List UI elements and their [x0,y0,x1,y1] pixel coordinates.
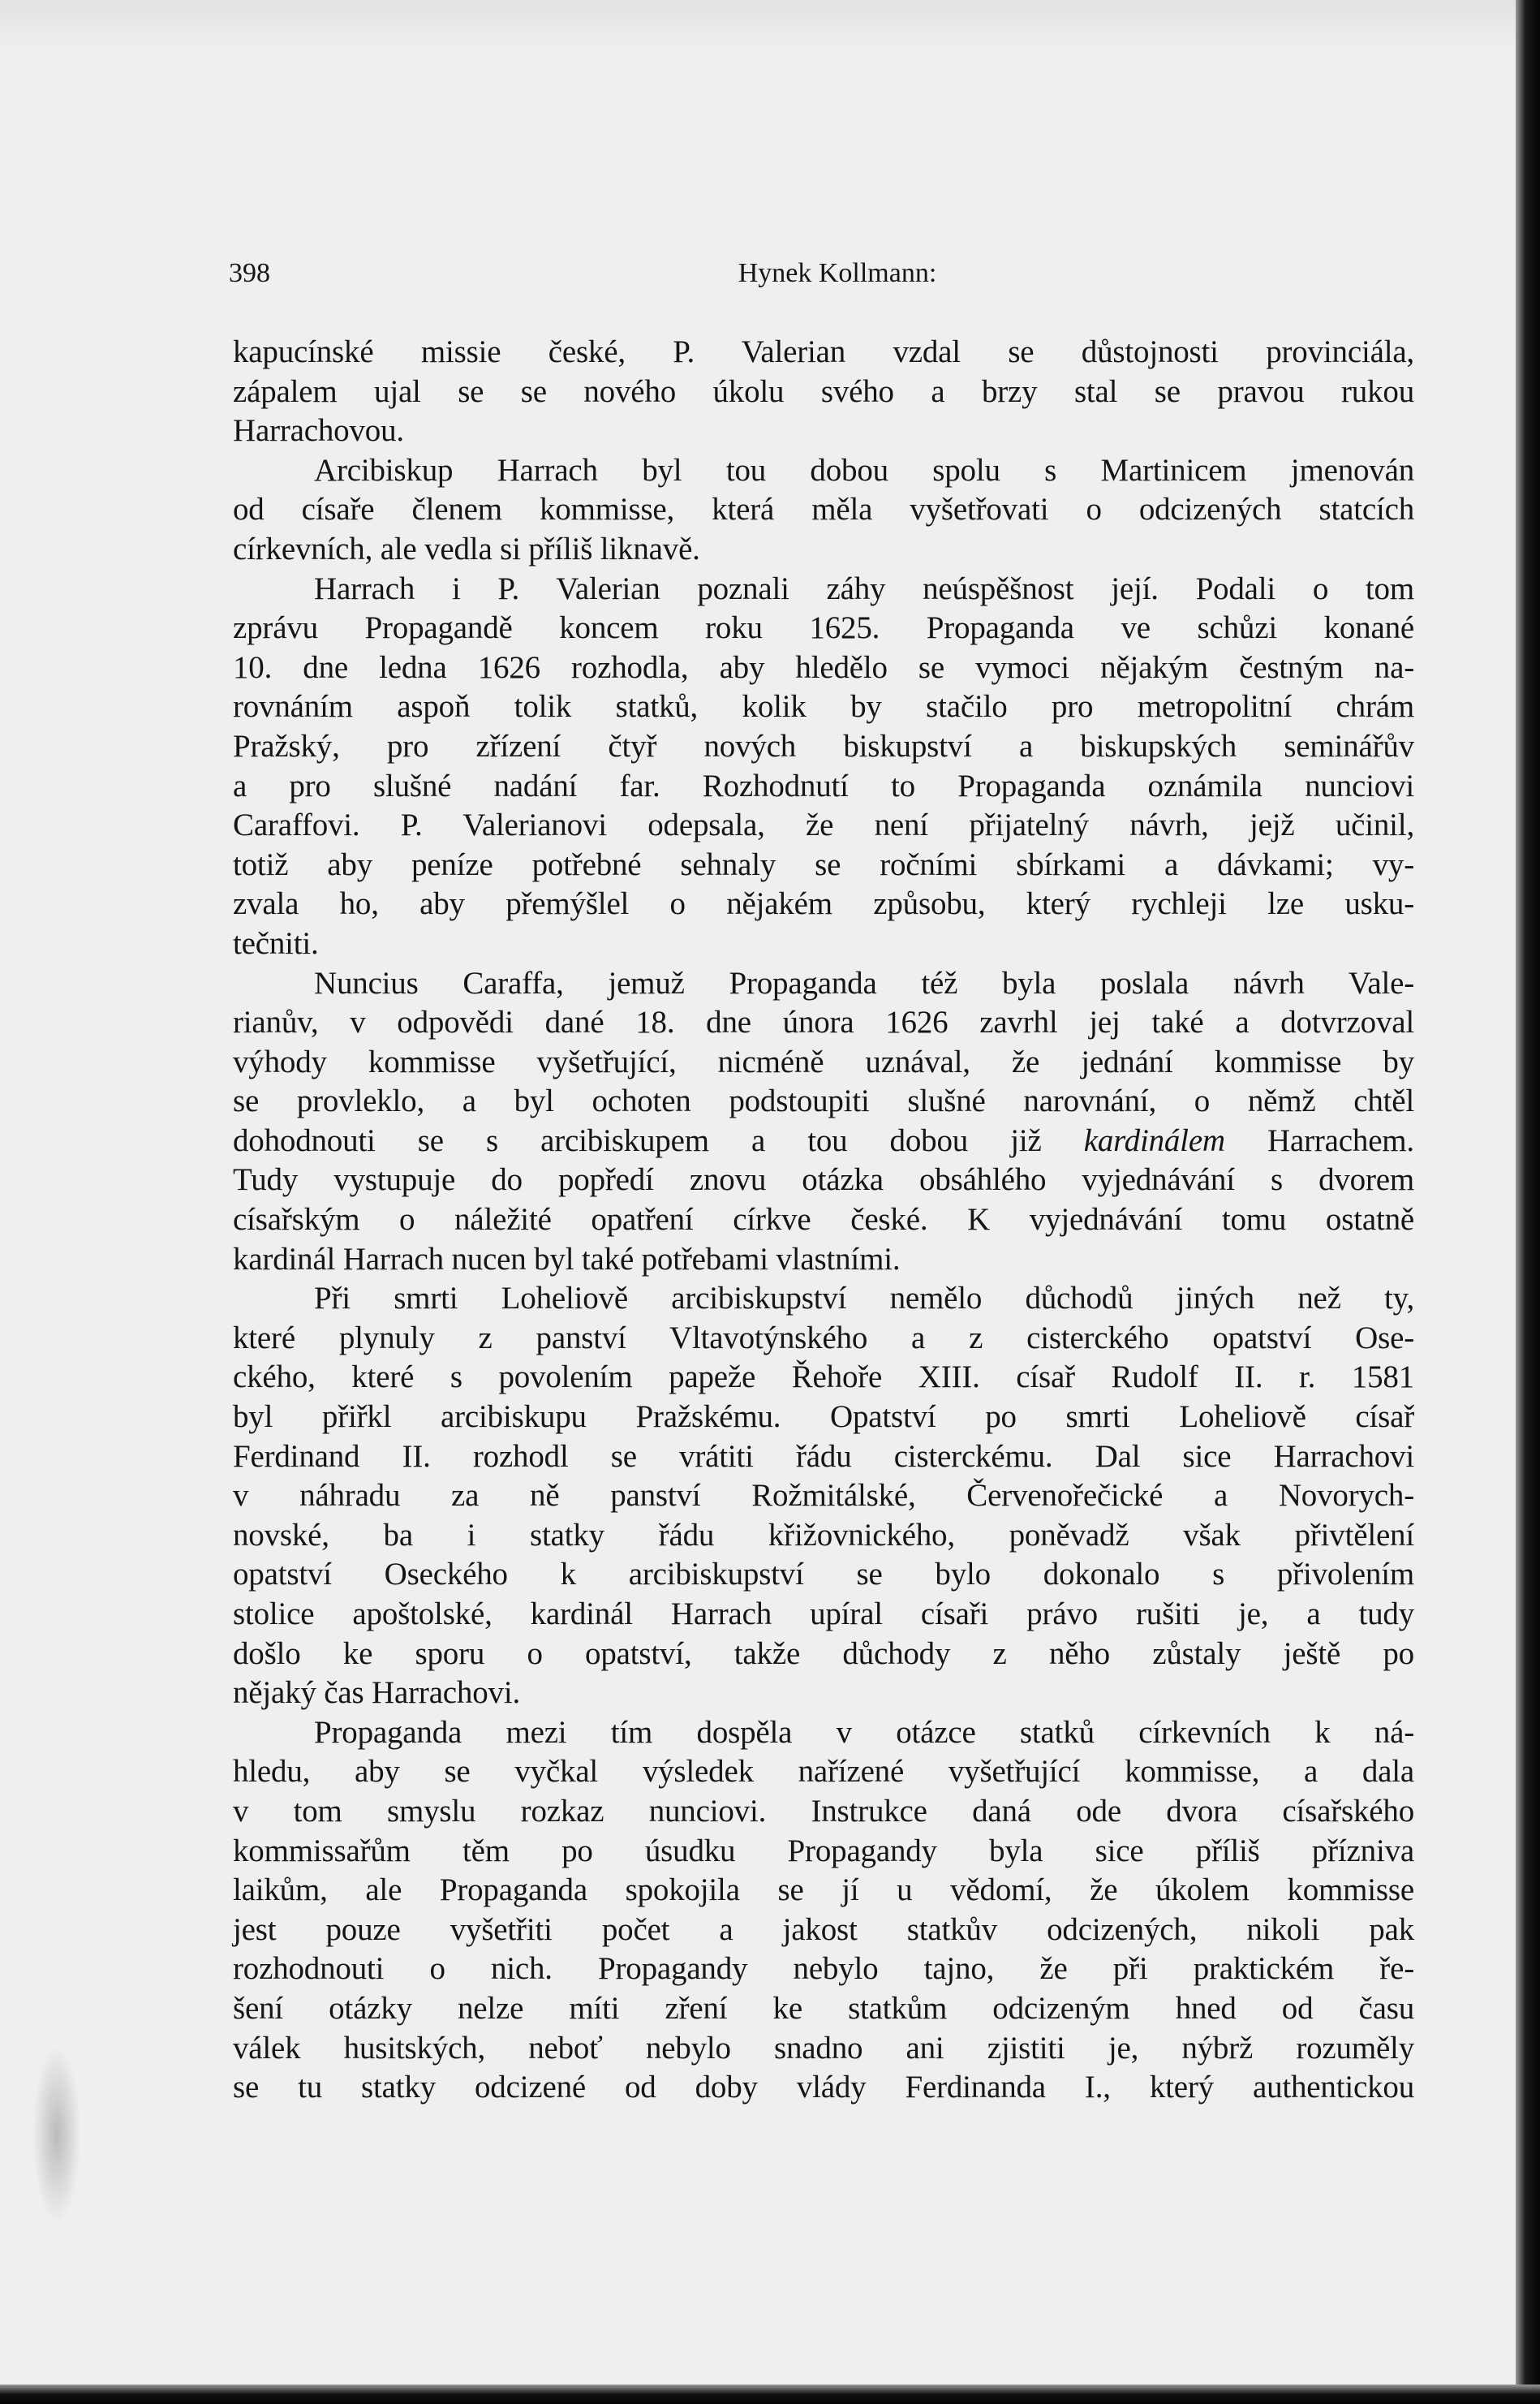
text-line: v náhradu za ně panství Rožmitálské, Červenořečické a Novorych- [233,1478,1414,1514]
text-line: Arcibiskup Harrach byl tou dobou spolu s Martinicem jmenován [314,452,1414,488]
text-line: novské, ba i statky řádu křižovnického, poněvadž však přivtělení [233,1517,1414,1553]
scan-top-shading [0,0,1540,49]
text-line: Nuncius Caraffa, jemuž Propaganda též byla poslala návrh Vale- [314,965,1414,1001]
text-line: dohodnouti se s arcibiskupem a tou dobou již kardinálem Harrachem. [233,1122,1414,1158]
text-line: císařským o náležité opatření církve české. K vyjednávání tomu ostatně [233,1202,1414,1238]
text-line: rianův, v odpovědi dané 18. dne února 1626 zavrhl jej také a dotvrzoval [233,1005,1414,1040]
text-line: od císaře členem kommisse, která měla vyšetřovati o odcizených statcích [233,492,1414,528]
text-line: kapucínské missie české, P. Valerian vzdal se důstojnosti provinciála, [233,334,1414,369]
text-line: Harrach i P. Valerian poznali záhy neúspěšnost její. Podali o tom [314,571,1414,606]
running-title: Hynek Kollmann: [738,258,937,288]
text-line: došlo ke sporu o opatství, takže důchody z něho zůstaly ještě po [233,1635,1414,1671]
text-line: a pro slušné nadání far. Rozhodnutí to Propaganda oznámila nunciovi [233,768,1414,803]
text-line: nějaký čas Harrachovi. [233,1675,521,1711]
text-line: laikům, ale Propaganda spokojila se jí u vědomí, že úkolem kommisse [233,1872,1414,1908]
scan-smudge [32,2045,81,2224]
text-line: církevních, ale vedla si příliš liknavě. [233,531,700,567]
text-line: zápalem ujal se se nového úkolu svého a brzy stal se pravou rukou [233,373,1414,409]
text-line: se provleklo, a byl ochoten podstoupiti slušné narovnání, o němž chtěl [233,1084,1414,1119]
scan-edge-right [1516,0,1540,2404]
text-line: šení otázky nelze míti zření ke statkům odcizeným hned od času [233,1990,1414,2026]
text-line: stolice apoštolské, kardinál Harrach upíral císaři právo rušiti je, a tudy [233,1596,1414,1631]
text-line: rovnáním aspoň tolik statků, kolik by stačilo pro metropolitní chrám [233,689,1414,725]
text-line: které plynuly z panství Vltavotýnského a z cisterckého opatství Ose- [233,1320,1414,1355]
text-line: válek husitských, neboť nebylo snadno ani zjistiti je, nýbrž rozuměly [233,2030,1414,2066]
scan-edge-bottom [0,2385,1540,2404]
text-line: kardinál Harrach nucen byl také potřebami vlastními. [233,1241,901,1277]
text-line: Tudy vystupuje do popředí znovu otázka obsáhlého vyjednávání s dvorem [233,1162,1414,1198]
page-header [229,258,1413,299]
text-line: Propaganda mezi tím dospěla v otázce statků církevních k ná- [314,1714,1414,1750]
text-line: ckého, které s povolením papeže Řehoře XIII. císař Rudolf II. r. 1581 [233,1359,1414,1395]
text-line: se tu statky odcizené od doby vlády Ferdinanda I., který authentickou [233,2070,1414,2105]
text-line: rozhodnouti o nich. Propagandy nebylo tajno, že při praktickém ře- [233,1951,1414,1987]
text-line: byl přiřkl arcibiskupu Pražskému. Opatství po smrti Loheliově císař [233,1399,1414,1435]
text-line: Ferdinand II. rozhodl se vrátiti řádu cisterckému. Dal sice Harrachovi [233,1438,1414,1474]
page-number: 398 [229,258,270,288]
text-line: tečniti. [233,925,319,961]
text-line: 10. dne ledna 1626 rozhodla, aby hledělo se vymoci nějakým čestným na- [233,649,1414,685]
text-line: zvala ho, aby přemýšlel o nějakém způsobu, který rychleji lze usku- [233,886,1414,922]
text-line: Pražský, pro zřízení čtyř nových biskupství a biskupských seminářův [233,728,1414,764]
text-line: v tom smyslu rozkaz nunciovi. Instrukce daná ode dvora císařského [233,1793,1414,1829]
text-line: kommissařům těm po úsudku Propagandy byla sice příliš přízniva [233,1833,1414,1868]
text-line: jest pouze vyšetřiti počet a jakost statkův odcizených, nikoli pak [233,1911,1414,1947]
text-line: Caraffovi. P. Valerianovi odepsala, že není přijatelný návrh, jejž učinil, [233,808,1414,843]
text-line: Při smrti Loheliově arcibiskupství nemělo důchodů jiných než ty, [314,1281,1414,1316]
text-line: totiž aby peníze potřebné sehnaly se ročními sbírkami a dávkami; vy- [233,847,1414,882]
text-line: opatství Oseckého k arcibiskupství se bylo dokonalo s přivolením [233,1557,1414,1592]
text-line: zprávu Propagandě koncem roku 1625. Propaganda ve schůzi konané [233,610,1414,646]
body-text [233,333,1414,2108]
emphasized-word: kardinálem [1083,1122,1225,1158]
text-line: výhody kommisse vyšetřující, nicméně uznával, že jednání kommisse by [233,1044,1414,1079]
text-line: hledu, aby se vyčkal výsledek nařízené vyšetřující kommisse, a dala [233,1754,1414,1790]
text-line: Harrachovou. [233,413,404,449]
